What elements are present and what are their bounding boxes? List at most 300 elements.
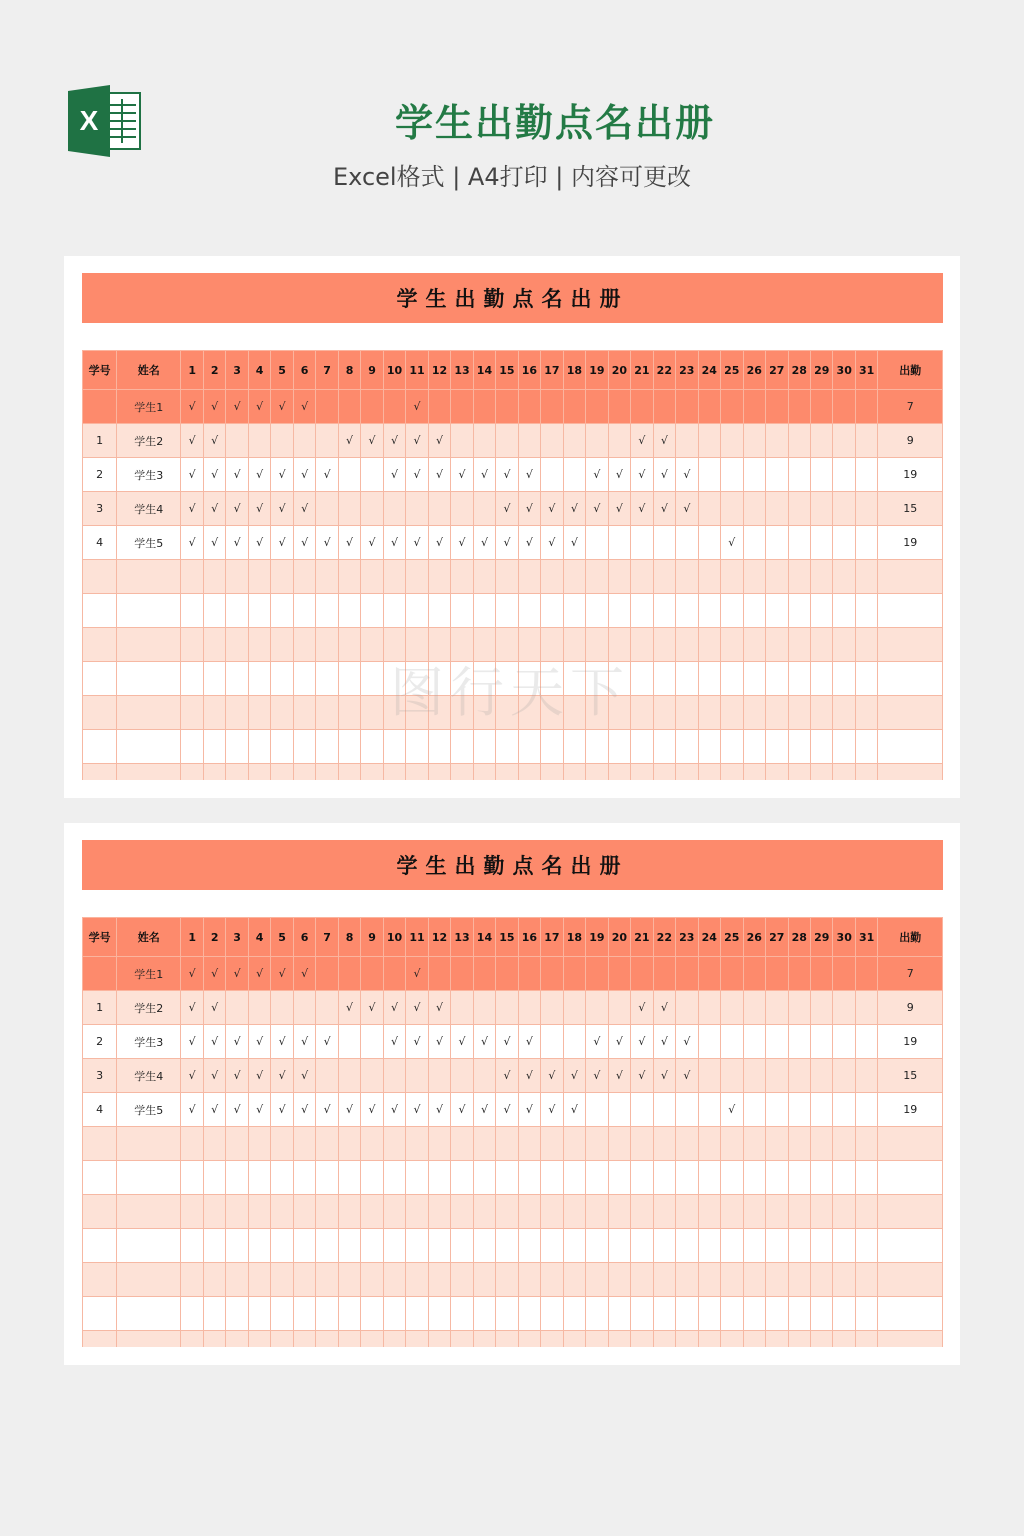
empty-cell[interactable] — [316, 662, 338, 696]
day-cell[interactable] — [428, 1059, 450, 1093]
day-cell[interactable]: √ — [293, 492, 315, 526]
empty-cell[interactable] — [586, 594, 608, 628]
empty-cell[interactable] — [563, 594, 585, 628]
day-cell[interactable] — [316, 492, 338, 526]
empty-cell[interactable] — [496, 1127, 518, 1161]
empty-cell[interactable] — [721, 1331, 743, 1348]
day-cell[interactable] — [833, 1059, 855, 1093]
empty-cell[interactable] — [117, 1331, 181, 1348]
empty-cell[interactable] — [496, 1195, 518, 1229]
empty-cell[interactable] — [181, 1297, 203, 1331]
day-cell[interactable] — [248, 991, 270, 1025]
day-cell[interactable]: √ — [676, 1059, 698, 1093]
empty-cell[interactable] — [496, 662, 518, 696]
empty-cell[interactable] — [271, 1161, 293, 1195]
day-cell[interactable] — [473, 957, 495, 991]
empty-cell[interactable] — [878, 560, 943, 594]
empty-cell[interactable] — [698, 1297, 720, 1331]
day-cell[interactable] — [518, 957, 540, 991]
day-cell[interactable]: √ — [248, 492, 270, 526]
empty-cell[interactable] — [496, 594, 518, 628]
day-cell[interactable]: √ — [271, 957, 293, 991]
empty-cell[interactable] — [541, 764, 563, 781]
empty-cell[interactable] — [698, 628, 720, 662]
empty-cell[interactable] — [833, 1229, 855, 1263]
day-cell[interactable] — [698, 957, 720, 991]
empty-cell[interactable] — [855, 662, 877, 696]
empty-cell[interactable] — [406, 730, 428, 764]
day-cell[interactable]: √ — [338, 424, 360, 458]
attendance-total-cell[interactable]: 19 — [878, 1093, 943, 1127]
empty-cell[interactable] — [631, 1263, 653, 1297]
empty-cell[interactable] — [608, 1297, 630, 1331]
day-cell[interactable] — [766, 1059, 788, 1093]
empty-cell[interactable] — [117, 730, 181, 764]
day-cell[interactable]: √ — [181, 991, 203, 1025]
day-cell[interactable]: √ — [271, 458, 293, 492]
empty-cell[interactable] — [361, 1127, 383, 1161]
empty-cell[interactable] — [361, 1195, 383, 1229]
day-cell[interactable] — [721, 1059, 743, 1093]
day-cell[interactable] — [271, 991, 293, 1025]
empty-cell[interactable] — [676, 764, 698, 781]
empty-cell[interactable] — [563, 1229, 585, 1263]
empty-cell[interactable] — [563, 1161, 585, 1195]
empty-cell[interactable] — [293, 662, 315, 696]
empty-cell[interactable] — [631, 1229, 653, 1263]
empty-cell[interactable] — [248, 1297, 270, 1331]
empty-cell[interactable] — [117, 696, 181, 730]
empty-cell[interactable] — [788, 1229, 810, 1263]
day-cell[interactable]: √ — [226, 390, 248, 424]
day-cell[interactable] — [608, 390, 630, 424]
empty-cell[interactable] — [698, 594, 720, 628]
empty-cell[interactable] — [203, 1195, 225, 1229]
empty-cell[interactable] — [855, 1127, 877, 1161]
day-cell[interactable] — [788, 390, 810, 424]
day-cell[interactable]: √ — [271, 1093, 293, 1127]
day-cell[interactable] — [383, 492, 405, 526]
day-cell[interactable] — [698, 390, 720, 424]
empty-cell[interactable] — [83, 1127, 117, 1161]
empty-cell[interactable] — [631, 628, 653, 662]
empty-cell[interactable] — [338, 1161, 360, 1195]
empty-cell[interactable] — [316, 594, 338, 628]
empty-cell[interactable] — [271, 730, 293, 764]
day-cell[interactable] — [743, 1025, 765, 1059]
empty-cell[interactable] — [743, 1229, 765, 1263]
attendance-total-cell[interactable]: 15 — [878, 1059, 943, 1093]
empty-cell[interactable] — [676, 1263, 698, 1297]
day-cell[interactable] — [810, 492, 832, 526]
empty-cell[interactable] — [721, 628, 743, 662]
day-cell[interactable] — [316, 991, 338, 1025]
day-cell[interactable]: √ — [383, 526, 405, 560]
day-cell[interactable]: √ — [406, 1025, 428, 1059]
empty-cell[interactable] — [473, 1263, 495, 1297]
empty-cell[interactable] — [563, 730, 585, 764]
empty-cell[interactable] — [608, 628, 630, 662]
day-cell[interactable] — [338, 1059, 360, 1093]
empty-cell[interactable] — [117, 1229, 181, 1263]
day-cell[interactable] — [721, 957, 743, 991]
day-cell[interactable] — [833, 1025, 855, 1059]
empty-cell[interactable] — [810, 1161, 832, 1195]
empty-cell[interactable] — [338, 696, 360, 730]
day-cell[interactable]: √ — [203, 390, 225, 424]
empty-cell[interactable] — [361, 560, 383, 594]
empty-cell[interactable] — [361, 594, 383, 628]
empty-cell[interactable] — [496, 696, 518, 730]
empty-cell[interactable] — [788, 696, 810, 730]
empty-cell[interactable] — [766, 1229, 788, 1263]
day-cell[interactable] — [788, 458, 810, 492]
day-cell[interactable] — [316, 390, 338, 424]
empty-cell[interactable] — [518, 594, 540, 628]
day-cell[interactable] — [833, 526, 855, 560]
empty-cell[interactable] — [181, 764, 203, 781]
empty-cell[interactable] — [586, 662, 608, 696]
student-name-cell[interactable]: 学生4 — [117, 1059, 181, 1093]
empty-cell[interactable] — [855, 1161, 877, 1195]
day-cell[interactable]: √ — [248, 1093, 270, 1127]
empty-cell[interactable] — [181, 730, 203, 764]
day-cell[interactable]: √ — [203, 424, 225, 458]
empty-cell[interactable] — [676, 628, 698, 662]
day-cell[interactable] — [743, 1093, 765, 1127]
day-cell[interactable] — [563, 1025, 585, 1059]
empty-cell[interactable] — [586, 696, 608, 730]
empty-cell[interactable] — [473, 696, 495, 730]
empty-cell[interactable] — [406, 628, 428, 662]
day-cell[interactable] — [833, 390, 855, 424]
empty-cell[interactable] — [631, 1297, 653, 1331]
day-cell[interactable] — [586, 1093, 608, 1127]
empty-cell[interactable] — [541, 560, 563, 594]
empty-cell[interactable] — [293, 730, 315, 764]
day-cell[interactable] — [518, 390, 540, 424]
day-cell[interactable]: √ — [428, 1093, 450, 1127]
day-cell[interactable] — [855, 1093, 877, 1127]
day-cell[interactable] — [361, 492, 383, 526]
empty-cell[interactable] — [586, 560, 608, 594]
empty-cell[interactable] — [496, 1161, 518, 1195]
empty-cell[interactable] — [586, 1331, 608, 1348]
empty-cell[interactable] — [563, 1297, 585, 1331]
empty-cell[interactable] — [406, 662, 428, 696]
empty-cell[interactable] — [451, 594, 473, 628]
empty-cell[interactable] — [451, 1229, 473, 1263]
empty-cell[interactable] — [676, 594, 698, 628]
day-cell[interactable]: √ — [248, 390, 270, 424]
student-id-cell[interactable]: 3 — [83, 492, 117, 526]
day-cell[interactable]: √ — [293, 957, 315, 991]
empty-cell[interactable] — [451, 1297, 473, 1331]
day-cell[interactable] — [631, 390, 653, 424]
student-name-cell[interactable]: 学生2 — [117, 424, 181, 458]
day-cell[interactable]: √ — [631, 492, 653, 526]
empty-cell[interactable] — [226, 1229, 248, 1263]
empty-cell[interactable] — [586, 1195, 608, 1229]
day-cell[interactable] — [316, 957, 338, 991]
empty-cell[interactable] — [203, 1331, 225, 1348]
day-cell[interactable]: √ — [383, 458, 405, 492]
empty-cell[interactable] — [788, 628, 810, 662]
day-cell[interactable]: √ — [653, 1025, 675, 1059]
empty-cell[interactable] — [541, 730, 563, 764]
day-cell[interactable] — [473, 1059, 495, 1093]
day-cell[interactable]: √ — [406, 424, 428, 458]
student-id-cell[interactable]: 3 — [83, 1059, 117, 1093]
empty-cell[interactable] — [293, 764, 315, 781]
attendance-total-cell[interactable]: 7 — [878, 390, 943, 424]
day-cell[interactable]: √ — [248, 957, 270, 991]
empty-cell[interactable] — [361, 1161, 383, 1195]
empty-cell[interactable] — [653, 594, 675, 628]
empty-cell[interactable] — [361, 628, 383, 662]
empty-cell[interactable] — [316, 1229, 338, 1263]
student-id-cell[interactable] — [83, 390, 117, 424]
empty-cell[interactable] — [518, 1127, 540, 1161]
day-cell[interactable] — [293, 991, 315, 1025]
day-cell[interactable] — [563, 458, 585, 492]
empty-cell[interactable] — [473, 1127, 495, 1161]
empty-cell[interactable] — [338, 1229, 360, 1263]
empty-cell[interactable] — [563, 628, 585, 662]
day-cell[interactable] — [743, 424, 765, 458]
empty-cell[interactable] — [451, 696, 473, 730]
day-cell[interactable] — [721, 1025, 743, 1059]
student-id-cell[interactable]: 1 — [83, 424, 117, 458]
empty-cell[interactable] — [631, 730, 653, 764]
empty-cell[interactable] — [248, 1331, 270, 1348]
day-cell[interactable]: √ — [181, 1093, 203, 1127]
empty-cell[interactable] — [743, 1161, 765, 1195]
empty-cell[interactable] — [383, 696, 405, 730]
empty-cell[interactable] — [563, 764, 585, 781]
empty-cell[interactable] — [383, 730, 405, 764]
empty-cell[interactable] — [226, 560, 248, 594]
day-cell[interactable]: √ — [203, 1093, 225, 1127]
empty-cell[interactable] — [226, 730, 248, 764]
empty-cell[interactable] — [721, 696, 743, 730]
empty-cell[interactable] — [361, 1263, 383, 1297]
day-cell[interactable] — [496, 390, 518, 424]
empty-cell[interactable] — [83, 1161, 117, 1195]
empty-cell[interactable] — [653, 730, 675, 764]
empty-cell[interactable] — [473, 730, 495, 764]
day-cell[interactable]: √ — [361, 991, 383, 1025]
day-cell[interactable] — [810, 424, 832, 458]
day-cell[interactable] — [743, 492, 765, 526]
day-cell[interactable]: √ — [653, 492, 675, 526]
empty-cell[interactable] — [451, 662, 473, 696]
empty-cell[interactable] — [810, 1127, 832, 1161]
day-cell[interactable]: √ — [428, 1025, 450, 1059]
empty-cell[interactable] — [721, 662, 743, 696]
empty-cell[interactable] — [316, 696, 338, 730]
empty-cell[interactable] — [316, 1297, 338, 1331]
empty-cell[interactable] — [248, 764, 270, 781]
day-cell[interactable]: √ — [248, 526, 270, 560]
empty-cell[interactable] — [878, 1127, 943, 1161]
empty-cell[interactable] — [676, 1331, 698, 1348]
day-cell[interactable] — [810, 957, 832, 991]
empty-cell[interactable] — [878, 730, 943, 764]
day-cell[interactable] — [608, 526, 630, 560]
empty-cell[interactable] — [743, 628, 765, 662]
empty-cell[interactable] — [83, 764, 117, 781]
empty-cell[interactable] — [383, 1331, 405, 1348]
day-cell[interactable]: √ — [226, 492, 248, 526]
empty-cell[interactable] — [248, 662, 270, 696]
empty-cell[interactable] — [181, 696, 203, 730]
student-id-cell[interactable]: 2 — [83, 1025, 117, 1059]
empty-cell[interactable] — [698, 1331, 720, 1348]
empty-cell[interactable] — [428, 1195, 450, 1229]
day-cell[interactable] — [788, 991, 810, 1025]
empty-cell[interactable] — [810, 764, 832, 781]
day-cell[interactable] — [788, 1093, 810, 1127]
day-cell[interactable]: √ — [518, 526, 540, 560]
empty-cell[interactable] — [541, 1263, 563, 1297]
student-name-cell[interactable]: 学生1 — [117, 957, 181, 991]
empty-cell[interactable] — [855, 1229, 877, 1263]
day-cell[interactable]: √ — [428, 424, 450, 458]
student-name-cell[interactable]: 学生3 — [117, 1025, 181, 1059]
empty-cell[interactable] — [698, 662, 720, 696]
student-name-cell[interactable]: 学生5 — [117, 1093, 181, 1127]
empty-cell[interactable] — [721, 1161, 743, 1195]
empty-cell[interactable] — [117, 560, 181, 594]
empty-cell[interactable] — [383, 1195, 405, 1229]
empty-cell[interactable] — [766, 1331, 788, 1348]
day-cell[interactable]: √ — [383, 424, 405, 458]
empty-cell[interactable] — [878, 594, 943, 628]
empty-cell[interactable] — [248, 1229, 270, 1263]
empty-cell[interactable] — [653, 1229, 675, 1263]
empty-cell[interactable] — [271, 764, 293, 781]
day-cell[interactable] — [586, 526, 608, 560]
day-cell[interactable] — [833, 1093, 855, 1127]
empty-cell[interactable] — [203, 696, 225, 730]
empty-cell[interactable] — [451, 560, 473, 594]
day-cell[interactable]: √ — [518, 1093, 540, 1127]
day-cell[interactable]: √ — [586, 492, 608, 526]
student-id-cell[interactable]: 4 — [83, 1093, 117, 1127]
empty-cell[interactable] — [361, 730, 383, 764]
empty-cell[interactable] — [338, 1195, 360, 1229]
day-cell[interactable] — [586, 424, 608, 458]
day-cell[interactable] — [766, 957, 788, 991]
empty-cell[interactable] — [788, 1263, 810, 1297]
day-cell[interactable] — [698, 526, 720, 560]
empty-cell[interactable] — [810, 730, 832, 764]
empty-cell[interactable] — [428, 1127, 450, 1161]
day-cell[interactable] — [226, 991, 248, 1025]
day-cell[interactable]: √ — [293, 1059, 315, 1093]
student-name-cell[interactable]: 学生3 — [117, 458, 181, 492]
attendance-total-cell[interactable]: 19 — [878, 458, 943, 492]
student-id-cell[interactable]: 1 — [83, 991, 117, 1025]
empty-cell[interactable] — [203, 1263, 225, 1297]
day-cell[interactable]: √ — [338, 991, 360, 1025]
empty-cell[interactable] — [383, 1161, 405, 1195]
empty-cell[interactable] — [83, 1263, 117, 1297]
day-cell[interactable] — [563, 424, 585, 458]
empty-cell[interactable] — [83, 662, 117, 696]
day-cell[interactable] — [743, 957, 765, 991]
day-cell[interactable]: √ — [338, 526, 360, 560]
day-cell[interactable] — [833, 458, 855, 492]
empty-cell[interactable] — [698, 1161, 720, 1195]
day-cell[interactable]: √ — [451, 1025, 473, 1059]
empty-cell[interactable] — [833, 594, 855, 628]
day-cell[interactable] — [338, 957, 360, 991]
empty-cell[interactable] — [698, 1127, 720, 1161]
empty-cell[interactable] — [248, 560, 270, 594]
day-cell[interactable]: √ — [451, 458, 473, 492]
day-cell[interactable] — [541, 1025, 563, 1059]
empty-cell[interactable] — [226, 594, 248, 628]
empty-cell[interactable] — [293, 1229, 315, 1263]
empty-cell[interactable] — [608, 594, 630, 628]
day-cell[interactable] — [563, 390, 585, 424]
day-cell[interactable] — [653, 390, 675, 424]
empty-cell[interactable] — [810, 628, 832, 662]
empty-cell[interactable] — [608, 696, 630, 730]
empty-cell[interactable] — [316, 1263, 338, 1297]
student-name-cell[interactable]: 学生2 — [117, 991, 181, 1025]
empty-cell[interactable] — [383, 1263, 405, 1297]
empty-cell[interactable] — [810, 560, 832, 594]
empty-cell[interactable] — [563, 1331, 585, 1348]
day-cell[interactable] — [518, 991, 540, 1025]
empty-cell[interactable] — [810, 696, 832, 730]
empty-cell[interactable] — [83, 560, 117, 594]
day-cell[interactable] — [451, 390, 473, 424]
empty-cell[interactable] — [833, 696, 855, 730]
day-cell[interactable] — [586, 390, 608, 424]
day-cell[interactable] — [698, 492, 720, 526]
day-cell[interactable] — [631, 957, 653, 991]
empty-cell[interactable] — [855, 764, 877, 781]
empty-cell[interactable] — [833, 1331, 855, 1348]
empty-cell[interactable] — [406, 1263, 428, 1297]
day-cell[interactable]: √ — [428, 458, 450, 492]
empty-cell[interactable] — [721, 1297, 743, 1331]
empty-cell[interactable] — [428, 594, 450, 628]
empty-cell[interactable] — [181, 1127, 203, 1161]
day-cell[interactable] — [676, 424, 698, 458]
empty-cell[interactable] — [676, 1229, 698, 1263]
empty-cell[interactable] — [338, 594, 360, 628]
day-cell[interactable]: √ — [608, 492, 630, 526]
day-cell[interactable] — [586, 957, 608, 991]
empty-cell[interactable] — [608, 1161, 630, 1195]
empty-cell[interactable] — [563, 696, 585, 730]
empty-cell[interactable] — [676, 730, 698, 764]
empty-cell[interactable] — [721, 594, 743, 628]
empty-cell[interactable] — [316, 730, 338, 764]
day-cell[interactable] — [676, 390, 698, 424]
empty-cell[interactable] — [496, 1263, 518, 1297]
day-cell[interactable]: √ — [226, 458, 248, 492]
day-cell[interactable]: √ — [541, 526, 563, 560]
day-cell[interactable]: √ — [226, 957, 248, 991]
empty-cell[interactable] — [833, 1195, 855, 1229]
empty-cell[interactable] — [788, 1331, 810, 1348]
